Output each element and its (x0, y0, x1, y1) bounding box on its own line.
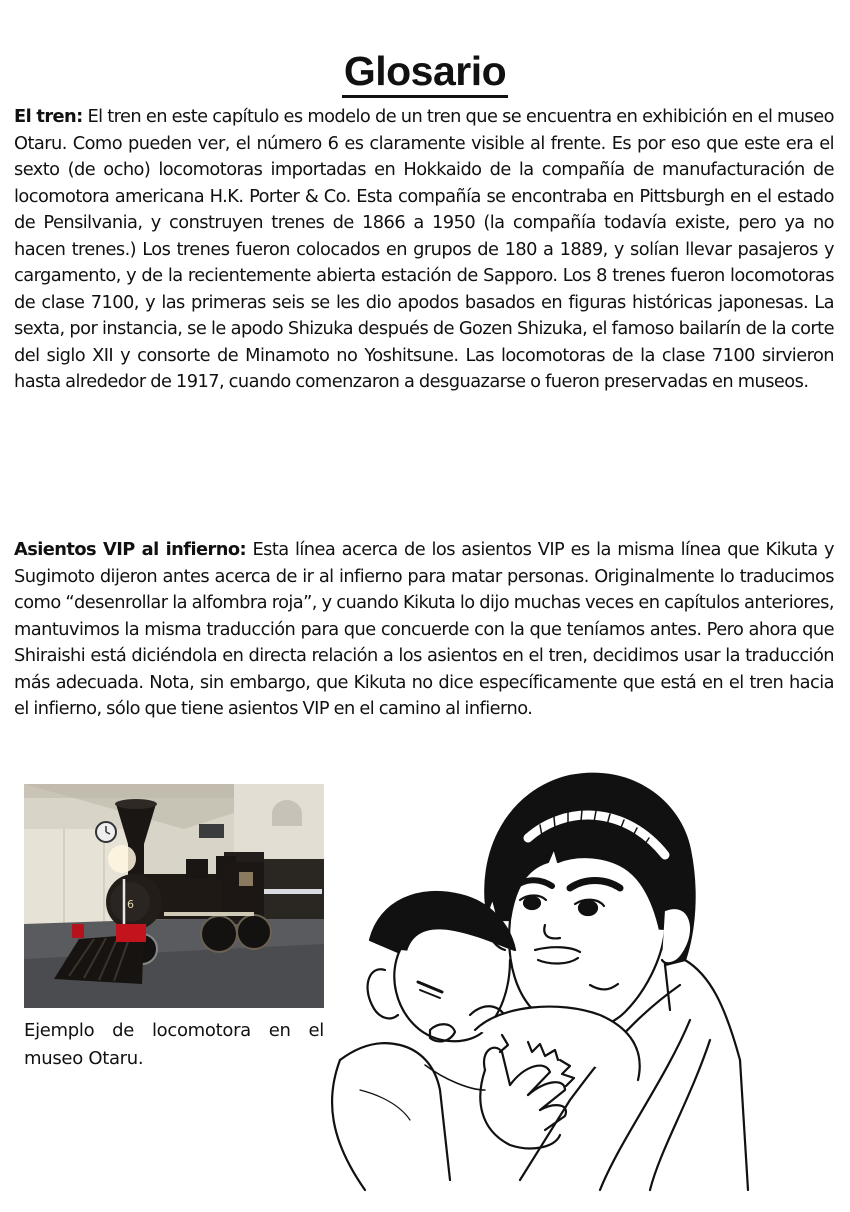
glossary-definition: Esta línea acerca de los asientos VIP es la misma línea que Kikuta y Sugimoto dijeron antes acerca de ir al infierno para matar personas. Originalmente lo traducimos como “desenrollar la alfombra roja”, y cuando Kikuta lo dijo muchas veces en capítulos anteriores, mantuvimos la misma traducción para que concuerde con la que teníamos antes. Pero ahora que Shiraishi está diciéndola en directa relación a los asientos en el tren, decidimos usar la traducción más adecuada. Nota, sin embargo, que Kikuta no dice específicamente que está en el tren hacia el infierno, sólo que tiene asientos VIP en el camino al infierno. (14, 539, 835, 719)
page-title-text: Glosario (342, 48, 508, 98)
locomotive-number: 6 (127, 898, 134, 911)
glossary-term: El tren: (14, 106, 83, 127)
glossary-term: Asientos VIP al infierno: (14, 539, 247, 560)
manga-illustration (270, 760, 850, 1207)
glossary-definition: El tren en este capítulo es modelo de un tren que se encuentra en exhibición en el museo Otaru. Como pueden ver, el número 6 es claramente visible al frente. Es por eso que este era el sexto (de ocho) locomotoras importadas en Hokkaido de la compañía de manufacturación de locomotora americana H.K. Porter & Co. Esta compañía se encontraba en Pittsburgh en el estado de Pensilvania, y construyen trenes de 1866 a 1950 (la compañía todavía existe, pero ya no hacen trenes.) Los trenes fueron colocados en grupos de 180 a 1889, y solían llevar pasajeros y cargamento, y de la recientemente abierta estación de Sapporo. Los 8 trenes fueron locomotoras de clase 7100, y las primeras seis se les dio apodos basados en figuras históricas japonesas. La sexta, por instancia, se le apodo Shizuka después de Gozen Shizuka, el famoso bailarín de la corte del siglo XII y consorte de Minamoto no Yoshitsune. Las locomotoras de la clase 7100 sirvieron hasta alrededor de 1917, cuando comenzaron a desguazarse o fueron preservadas en museos. (14, 106, 834, 392)
glossary-entry-vip-seats (14, 537, 834, 723)
glossary-entry-train (14, 104, 834, 396)
photo-caption: Ejemplo de locomotora en el museo Otaru. (24, 1020, 324, 1069)
page-title (0, 46, 850, 96)
manga-illustration-graphic (270, 760, 850, 1207)
